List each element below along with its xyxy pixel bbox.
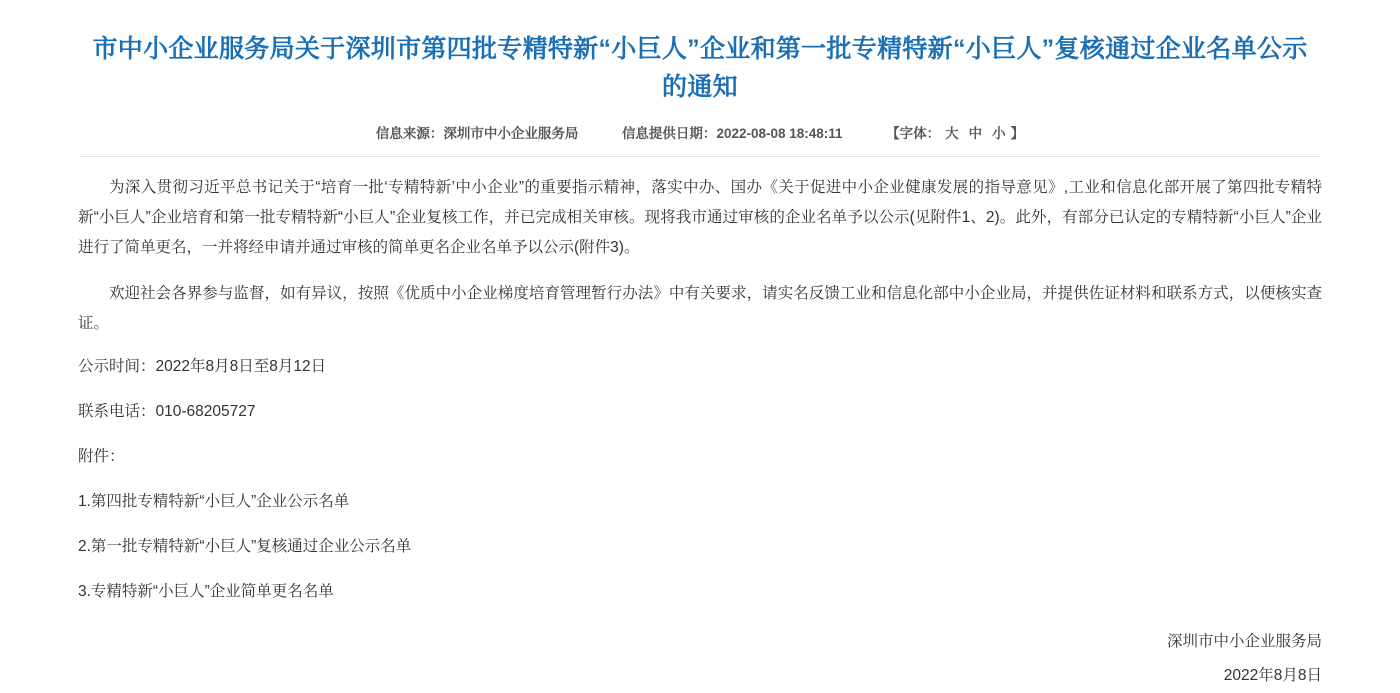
font-size-controls [886, 122, 1024, 142]
signature-date: 2022年8月8日 [1223, 667, 1322, 684]
attachment-item-2[interactable]: 2.第一批专精特新“小巨人”复核通过企业公示名单 [78, 538, 412, 555]
signature-block [78, 625, 1322, 693]
font-size-label: 【字体： [886, 126, 941, 141]
font-size-close-bracket: 】 [1010, 126, 1025, 141]
contact-phone-line: 联系电话：010-68205727 [78, 403, 256, 420]
page-title: 市中小企业服务局关于深圳市第四批专精特新“小巨人”企业和第一批专精特新“小巨人”复核通过企业名单公示的通知 [92, 35, 1308, 101]
font-size-medium-button[interactable]: 中 [968, 126, 983, 141]
publish-date-value: 2022-08-08 18:48:11 [716, 126, 843, 141]
publicity-period-line: 公示时间：2022年8月8日至8月12日 [78, 358, 327, 375]
body-paragraph: 为深入贯彻习近平总书记关于“培育一批‘专精特新’中小企业”的重要指示精神，落实中办、国办《关于促进中小企业健康发展的指导意见》,工业和信息化部开展了第四批专精特新“小巨人”企业培育和第一批专精特新“小巨人”企业复核工作，并已完成相关审核。现将我市通过审核的企业名单予以公示(见附件1、2)。此外，有部分已认定的专精特新“小巨人”企业进行了简单更名，一并将经申请并通过审核的简单更名企业名单予以公示(附件3)。 [78, 179, 1322, 256]
source-label: 信息来源： [375, 126, 444, 141]
source-info [376, 122, 579, 142]
publish-date-info [622, 122, 843, 142]
document-meta-bar [80, 122, 1320, 157]
publish-date-label: 信息提供日期： [621, 126, 717, 141]
attachment-item-1[interactable]: 1.第四批专精特新“小巨人”企业公示名单 [78, 493, 350, 510]
body-paragraph: 欢迎社会各界参与监督，如有异议，按照《优质中小企业梯度培育管理暂行办法》中有关要求，请实名反馈工业和信息化部中小企业局，并提供佐证材料和联系方式，以便核实查证。 [78, 285, 1322, 332]
document-body [0, 157, 1400, 693]
font-size-small-button[interactable]: 小 [992, 126, 1006, 141]
attachment-item-3[interactable]: 3.专精特新“小巨人”企业简单更名名单 [78, 583, 334, 600]
signature-org: 深圳市中小企业服务局 [1166, 633, 1322, 650]
attachments-label: 附件： [78, 448, 125, 465]
source-value: 深圳市中小企业服务局 [443, 126, 579, 141]
font-size-large-button[interactable]: 大 [945, 126, 959, 141]
